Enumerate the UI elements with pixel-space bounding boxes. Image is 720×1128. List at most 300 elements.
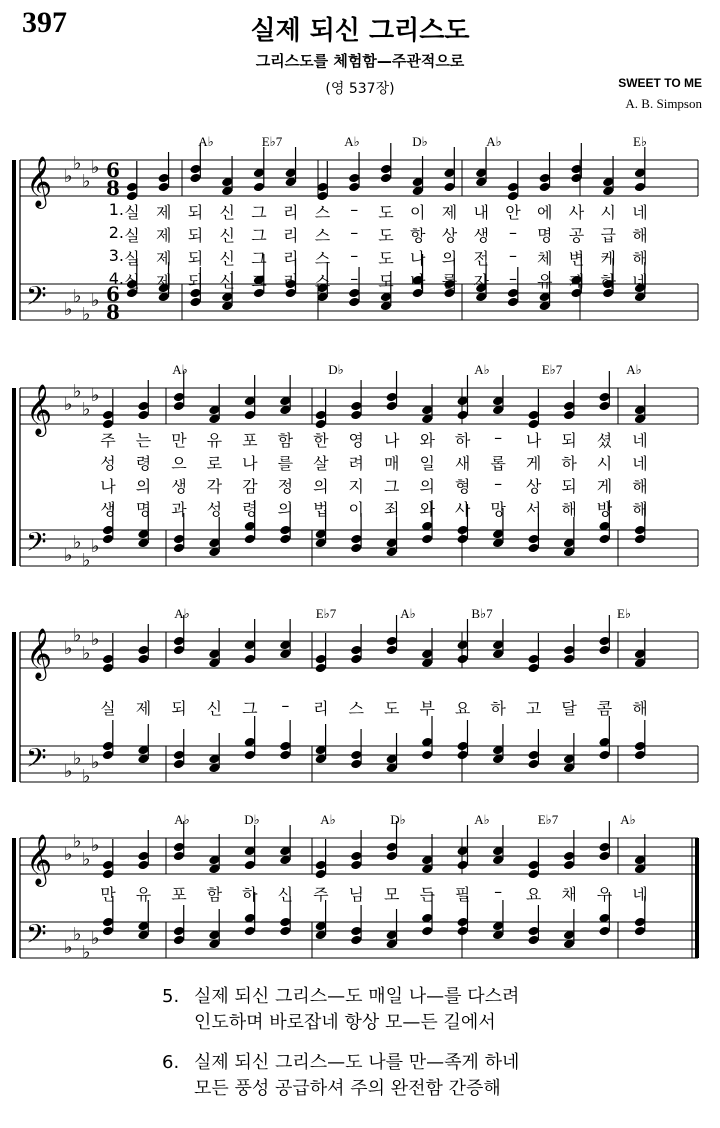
lyric-syllable: 상: [525, 477, 542, 496]
treble-note: [527, 839, 539, 879]
bass-note: [173, 729, 185, 769]
lyric-line-1: [0, 882, 720, 904]
treble-note: [102, 389, 114, 429]
treble-key-flat: ♭: [64, 394, 73, 415]
bass-clef: 𝄢: [26, 742, 47, 780]
treble-clef: 𝄞: [26, 628, 53, 679]
lyric-syllable: 실: [124, 203, 140, 222]
lyric-syllable: 포: [171, 885, 187, 904]
chord-symbol: A♭: [320, 812, 336, 827]
lyric-syllable: 리: [283, 272, 299, 291]
verse-number: 3.: [108, 246, 124, 265]
lyric-syllable: 우: [596, 885, 613, 904]
lyric-syllable: 이: [348, 500, 364, 519]
lyric-syllable: 그: [251, 226, 267, 245]
bass-key-flat: ♭: [73, 748, 82, 769]
bass-note: [598, 716, 610, 760]
lyric-syllable: 와: [419, 431, 435, 450]
treble-note: [102, 633, 114, 673]
lyric-syllable: 감: [242, 477, 258, 496]
bass-note: [634, 720, 646, 760]
lyric-syllable: 필: [454, 885, 471, 904]
lyric-syllable: 스: [314, 226, 331, 245]
lyric-syllable: –: [494, 882, 503, 901]
lyric-syllable: –: [350, 269, 359, 288]
treble-clef: 𝄞: [26, 834, 53, 885]
treble-note: [602, 156, 614, 196]
bass-note: [350, 905, 362, 945]
lyric-syllable: 사: [568, 203, 585, 222]
bass-note: [208, 517, 220, 557]
lyric-syllable: 실: [124, 272, 140, 291]
treble-note: [634, 834, 646, 874]
lyric-syllable: 해: [632, 249, 648, 268]
lyric-syllable: 스: [314, 203, 331, 222]
lyric-syllable: 안: [505, 203, 521, 222]
lyric-syllable: 신: [277, 885, 294, 904]
treble-note: [634, 384, 646, 424]
lyric-syllable: 되: [171, 699, 187, 718]
music-system-1: [0, 134, 720, 340]
lyric-syllable: 도: [378, 272, 394, 291]
lyric-syllable: 신: [219, 272, 235, 291]
lyric-syllable: 그: [383, 477, 400, 496]
treble-note: [350, 624, 362, 664]
lyric-syllable: 의: [441, 249, 458, 268]
bass-note: [315, 724, 327, 764]
treble-note: [137, 624, 149, 664]
lyric-syllable: 제: [156, 226, 172, 245]
bass-key-flat: ♭: [82, 942, 91, 963]
lyric-syllable: 롭: [490, 454, 506, 473]
lyric-syllable: 전: [473, 249, 489, 268]
lyric-syllable: 부: [419, 699, 435, 718]
treble-note: [380, 143, 392, 183]
lyric-syllable: 제: [156, 272, 172, 291]
treble-key-flat: ♭: [73, 625, 82, 646]
treble-note: [350, 830, 362, 870]
chord-symbol: A♭: [174, 606, 190, 621]
treble-key-flat: ♭: [91, 629, 100, 650]
chord-symbol: D♭: [244, 812, 260, 827]
treble-note: [350, 380, 362, 420]
lyric-syllable: 와: [419, 500, 435, 519]
lyric-line-1: [0, 200, 720, 222]
lyric-syllable: 하: [561, 454, 577, 473]
treble-note: [102, 839, 114, 879]
lyric-syllable: 그: [242, 699, 258, 718]
bass-key-flat: ♭: [64, 545, 73, 566]
bass-key-flat: ♭: [82, 766, 91, 787]
lyric-syllable: 나: [242, 454, 258, 473]
bass-key-flat: ♭: [82, 550, 91, 571]
lyric-syllable: 명: [135, 500, 152, 519]
chord-symbol: E♭: [616, 606, 632, 621]
lyric-syllable: 게: [596, 477, 613, 496]
chord-symbol: B♭7: [471, 606, 493, 621]
bass-note: [315, 900, 327, 940]
lyric-syllable: 그: [251, 272, 267, 291]
bass-key-flat: ♭: [73, 286, 82, 307]
lyric-syllable: 유: [135, 885, 152, 904]
hymn-reference: (영 537장): [325, 81, 395, 97]
treble-note: [244, 619, 256, 664]
bass-note: [386, 517, 398, 557]
lyric-syllable: 네: [632, 454, 648, 473]
chord-symbol: A♭: [486, 134, 502, 149]
lyric-syllable: 방: [596, 500, 613, 519]
treble-note: [315, 839, 327, 879]
lyric-syllable: 그: [251, 203, 267, 222]
bass-clef: 𝄢: [26, 280, 47, 318]
lyric-syllable: 공: [568, 226, 585, 245]
treble-note: [507, 161, 519, 201]
lyric-syllable: 하: [600, 272, 616, 291]
treble-key-flat: ♭: [73, 831, 82, 852]
lyric-line-2: [0, 223, 720, 245]
composer: A. B. Simpson: [625, 96, 702, 111]
treble-note: [386, 371, 398, 411]
lyric-syllable: 으: [171, 454, 187, 473]
bass-note: [173, 905, 185, 945]
bass-key-flat: ♭: [64, 937, 73, 958]
bass-note: [208, 733, 220, 773]
treble-note: [221, 156, 233, 196]
lyric-syllable: 각: [206, 477, 223, 496]
chord-symbol: A♭: [474, 362, 490, 377]
chord-symbol: D♭: [328, 362, 344, 377]
lyric-syllable: 리: [283, 226, 299, 245]
lyric-syllable: 제: [156, 203, 172, 222]
lyric-line-3: [0, 246, 720, 268]
treble-note: [421, 628, 433, 668]
lyric-line-4: [0, 497, 720, 519]
lyric-syllable: 생: [171, 477, 187, 496]
lyric-syllable: 시: [596, 454, 613, 473]
treble-note: [598, 371, 610, 411]
treble-note: [279, 619, 291, 659]
lyric-syllable: 네: [632, 431, 648, 450]
lyric-syllable: 되: [187, 249, 204, 268]
lyric-syllable: 급: [600, 226, 616, 245]
verse-number: 1.: [108, 200, 124, 219]
treble-key-flat: ♭: [64, 638, 73, 659]
treble-note: [421, 384, 433, 424]
verse-number: 4.: [108, 269, 124, 288]
lyric-syllable: 의: [313, 477, 329, 496]
treble-note: [598, 821, 610, 861]
lyric-syllable: 제: [135, 699, 152, 718]
treble-key-flat: ♭: [64, 844, 73, 865]
lyric-syllable: 죄: [383, 500, 400, 519]
lyric-syllable: 생: [100, 500, 116, 519]
lyric-syllable: 실: [124, 249, 140, 268]
lyric-syllable: 변: [568, 249, 585, 268]
lyric-syllable: 법: [313, 500, 329, 519]
lyric-syllable: 달: [561, 699, 577, 718]
lyric-syllable: 형: [454, 477, 471, 496]
treble-note: [598, 615, 610, 655]
lyric-syllable: 도: [383, 699, 400, 718]
lyric-syllable: 게: [525, 454, 542, 473]
music-system-4: [0, 812, 720, 978]
hymn-title: 실제 되신 그리스도: [250, 16, 470, 46]
treble-note: [137, 380, 149, 420]
additional-verses: [162, 984, 519, 1102]
chord-symbol: A♭: [474, 812, 490, 827]
chord-symbol: A♭: [172, 362, 188, 377]
treble-time-numerator: 6: [106, 158, 120, 182]
treble-note: [137, 830, 149, 870]
bass-key-flat: ♭: [64, 299, 73, 320]
lyric-syllable: 정: [277, 477, 294, 496]
treble-note: [285, 147, 297, 187]
lyric-syllable: 리: [283, 249, 299, 268]
treble-key-flat: ♭: [91, 385, 100, 406]
treble-note: [634, 147, 646, 192]
lyric-line-3: [0, 474, 720, 496]
lyric-syllable: 신: [206, 699, 223, 718]
lyric-syllable: 셨: [596, 431, 613, 450]
chord-symbol: A♭: [198, 134, 214, 149]
lyric-syllable: 새: [454, 454, 471, 473]
lyric-syllable: 되: [187, 203, 204, 222]
lyric-syllable: 하: [454, 431, 471, 450]
lyric-syllable: 나: [383, 431, 400, 450]
verse-6-line-2: 모든 풍성 공급하셔 주의 완전함 간증해: [194, 1078, 501, 1099]
lyric-syllable: 나: [525, 431, 542, 450]
bass-note: [563, 909, 575, 949]
lyric-syllable: –: [350, 246, 359, 265]
lyric-syllable: 케: [600, 249, 616, 268]
lyric-syllable: 령: [242, 500, 258, 519]
lyric-syllable: 실: [100, 699, 116, 718]
bass-clef: 𝄢: [26, 918, 47, 956]
verse-5-number: 5.: [162, 986, 180, 1007]
lyric-syllable: 하: [242, 885, 258, 904]
treble-note: [456, 375, 468, 420]
lyric-syllable: 를: [441, 272, 458, 291]
bass-note: [421, 716, 433, 760]
lyric-syllable: 해: [632, 699, 648, 718]
chord-symbol: E♭7: [537, 812, 559, 827]
lyric-syllable: 해: [632, 226, 648, 245]
treble-note: [244, 375, 256, 420]
bass-key-flat: ♭: [91, 928, 100, 949]
lyric-syllable: 스: [348, 699, 364, 718]
music-system-2: [0, 362, 720, 586]
lyric-syllable: 에: [537, 203, 553, 222]
lyric-syllable: 일: [419, 454, 435, 473]
treble-note: [208, 834, 220, 874]
lyric-syllable: 상: [441, 226, 458, 245]
verse-number: 2.: [108, 223, 124, 242]
chord-symbol: A♭: [626, 362, 642, 377]
lyric-syllable: 신: [219, 203, 235, 222]
bass-key-flat: ♭: [91, 290, 100, 311]
lyric-syllable: 만: [100, 885, 116, 904]
bass-key-flat: ♭: [73, 924, 82, 945]
lyric-syllable: 를: [277, 454, 294, 473]
treble-note: [421, 834, 433, 874]
treble-note: [208, 628, 220, 668]
lyric-syllable: 지: [348, 477, 364, 496]
treble-note: [244, 825, 256, 870]
lyric-syllable: 나: [100, 477, 116, 496]
treble-note: [563, 380, 575, 420]
lyric-syllable: 만: [171, 431, 187, 450]
lyric-syllable: 되: [187, 226, 204, 245]
lyric-syllable: 네: [632, 272, 648, 291]
bass-key-flat: ♭: [64, 761, 73, 782]
lyric-syllable: –: [494, 474, 503, 493]
treble-note: [279, 375, 291, 415]
bass-note: [208, 909, 220, 949]
treble-note: [475, 147, 487, 187]
bass-time-denominator: 8: [106, 300, 120, 324]
lyric-syllable: 님: [348, 885, 364, 904]
bass-note: [137, 900, 149, 940]
lyric-syllable: 네: [632, 203, 648, 222]
lyric-syllable: 모: [383, 885, 400, 904]
chord-symbol: A♭: [620, 812, 636, 827]
treble-note: [279, 825, 291, 865]
lyric-syllable: 매: [383, 454, 400, 473]
treble-note: [386, 615, 398, 655]
lyric-syllable: 해: [561, 500, 577, 519]
treble-note: [412, 156, 424, 196]
lyric-syllable: 내: [473, 203, 489, 222]
lyric-syllable: 요: [454, 699, 471, 718]
lyric-syllable: –: [350, 223, 359, 242]
lyric-syllable: 영: [348, 431, 364, 450]
bass-note: [279, 720, 291, 760]
lyric-syllable: 네: [632, 885, 648, 904]
lyric-syllable: 하: [490, 699, 506, 718]
lyric-syllable: 그: [251, 249, 267, 268]
bass-note: [563, 733, 575, 773]
lyric-syllable: 도: [378, 203, 394, 222]
lyric-syllable: –: [509, 223, 517, 242]
lyric-syllable: 함: [206, 885, 223, 904]
lyric-syllable: 의: [135, 477, 152, 496]
chord-symbol: A♭: [400, 606, 416, 621]
lyric-syllable: –: [350, 200, 359, 219]
treble-clef: 𝄞: [26, 384, 53, 435]
lyric-syllable: 이: [410, 203, 426, 222]
tune-name: SWEET TO ME: [618, 76, 702, 90]
lyric-syllable: 해: [632, 500, 648, 519]
lyric-syllable: 과: [171, 500, 187, 519]
lyric-syllable: 주: [313, 885, 329, 904]
treble-note: [253, 147, 265, 192]
treble-clef: 𝄞: [26, 156, 53, 207]
lyric-syllable: 신: [219, 226, 235, 245]
chord-symbol: E♭7: [315, 606, 337, 621]
lyric-line-4: [0, 269, 720, 291]
bass-key-flat: ♭: [73, 532, 82, 553]
lyric-syllable: 요: [525, 885, 542, 904]
lyric-syllable: 실: [124, 226, 140, 245]
treble-note: [315, 389, 327, 429]
bass-clef: 𝄢: [26, 526, 47, 564]
lyric-syllable: 려: [348, 454, 364, 473]
lyric-syllable: 스: [314, 249, 331, 268]
treble-note: [348, 152, 360, 192]
treble-note: [126, 161, 138, 201]
lyric-syllable: 유: [206, 431, 223, 450]
bass-key-flat: ♭: [91, 752, 100, 773]
treble-key-flat: ♭: [82, 171, 91, 192]
treble-key-flat: ♭: [73, 381, 82, 402]
treble-key-flat: ♭: [64, 166, 73, 187]
bass-note: [386, 733, 398, 773]
treble-note: [443, 147, 455, 192]
treble-time-denominator: 8: [106, 176, 120, 200]
treble-note: [563, 830, 575, 870]
treble-key-flat: ♭: [82, 849, 91, 870]
lyric-syllable: 제: [156, 249, 172, 268]
chord-symbol: E♭7: [541, 362, 563, 377]
lyric-line-2: [0, 451, 720, 473]
hymn-subtitle: 그리스도를 체험함—주관적으로: [255, 52, 465, 70]
lyric-syllable: 한: [313, 431, 329, 450]
treble-note: [527, 633, 539, 673]
treble-note: [634, 628, 646, 668]
lyric-syllable: 제: [441, 203, 458, 222]
chord-symbol: E♭7: [261, 134, 283, 149]
bass-note: [563, 517, 575, 557]
lyric-syllable: 자: [473, 272, 489, 291]
lyric-syllable: 시: [600, 203, 616, 222]
lyric-syllable: –: [509, 246, 517, 265]
lyric-syllable: 도: [378, 226, 394, 245]
treble-key-flat: ♭: [91, 157, 100, 178]
lyric-syllable: 성: [206, 500, 223, 519]
lyric-syllable: –: [281, 696, 290, 715]
music-system-3: [0, 606, 720, 802]
treble-note: [492, 825, 504, 865]
lyric-syllable: 리: [283, 203, 299, 222]
treble-note: [315, 633, 327, 673]
bass-key-flat: ♭: [82, 304, 91, 325]
bass-note: [492, 900, 504, 940]
lyric-syllable: 도: [378, 249, 394, 268]
treble-note: [158, 152, 170, 192]
lyric-syllable: 의: [277, 500, 294, 519]
treble-note: [539, 152, 551, 192]
bass-note: [386, 909, 398, 949]
lyric-syllable: 망: [490, 500, 506, 519]
bass-note: [350, 729, 362, 769]
hymn-number: 397: [22, 6, 67, 39]
treble-note: [570, 143, 582, 183]
chord-symbol: A♭: [344, 134, 360, 149]
lyric-syllable: 고: [525, 699, 542, 718]
lyric-syllable: 령: [135, 454, 152, 473]
lyric-syllable: 신: [219, 249, 235, 268]
bass-note: [492, 724, 504, 764]
bass-note: [527, 729, 539, 769]
lyric-syllable: –: [494, 428, 503, 447]
lyric-syllable: 항: [410, 226, 426, 245]
chord-symbol: A♭: [174, 812, 190, 827]
lyric-syllable: 포: [242, 431, 258, 450]
bass-note: [456, 720, 468, 760]
lyric-syllable: 유: [537, 272, 553, 291]
treble-key-flat: ♭: [82, 399, 91, 420]
lyric-syllable: 해: [632, 477, 648, 496]
